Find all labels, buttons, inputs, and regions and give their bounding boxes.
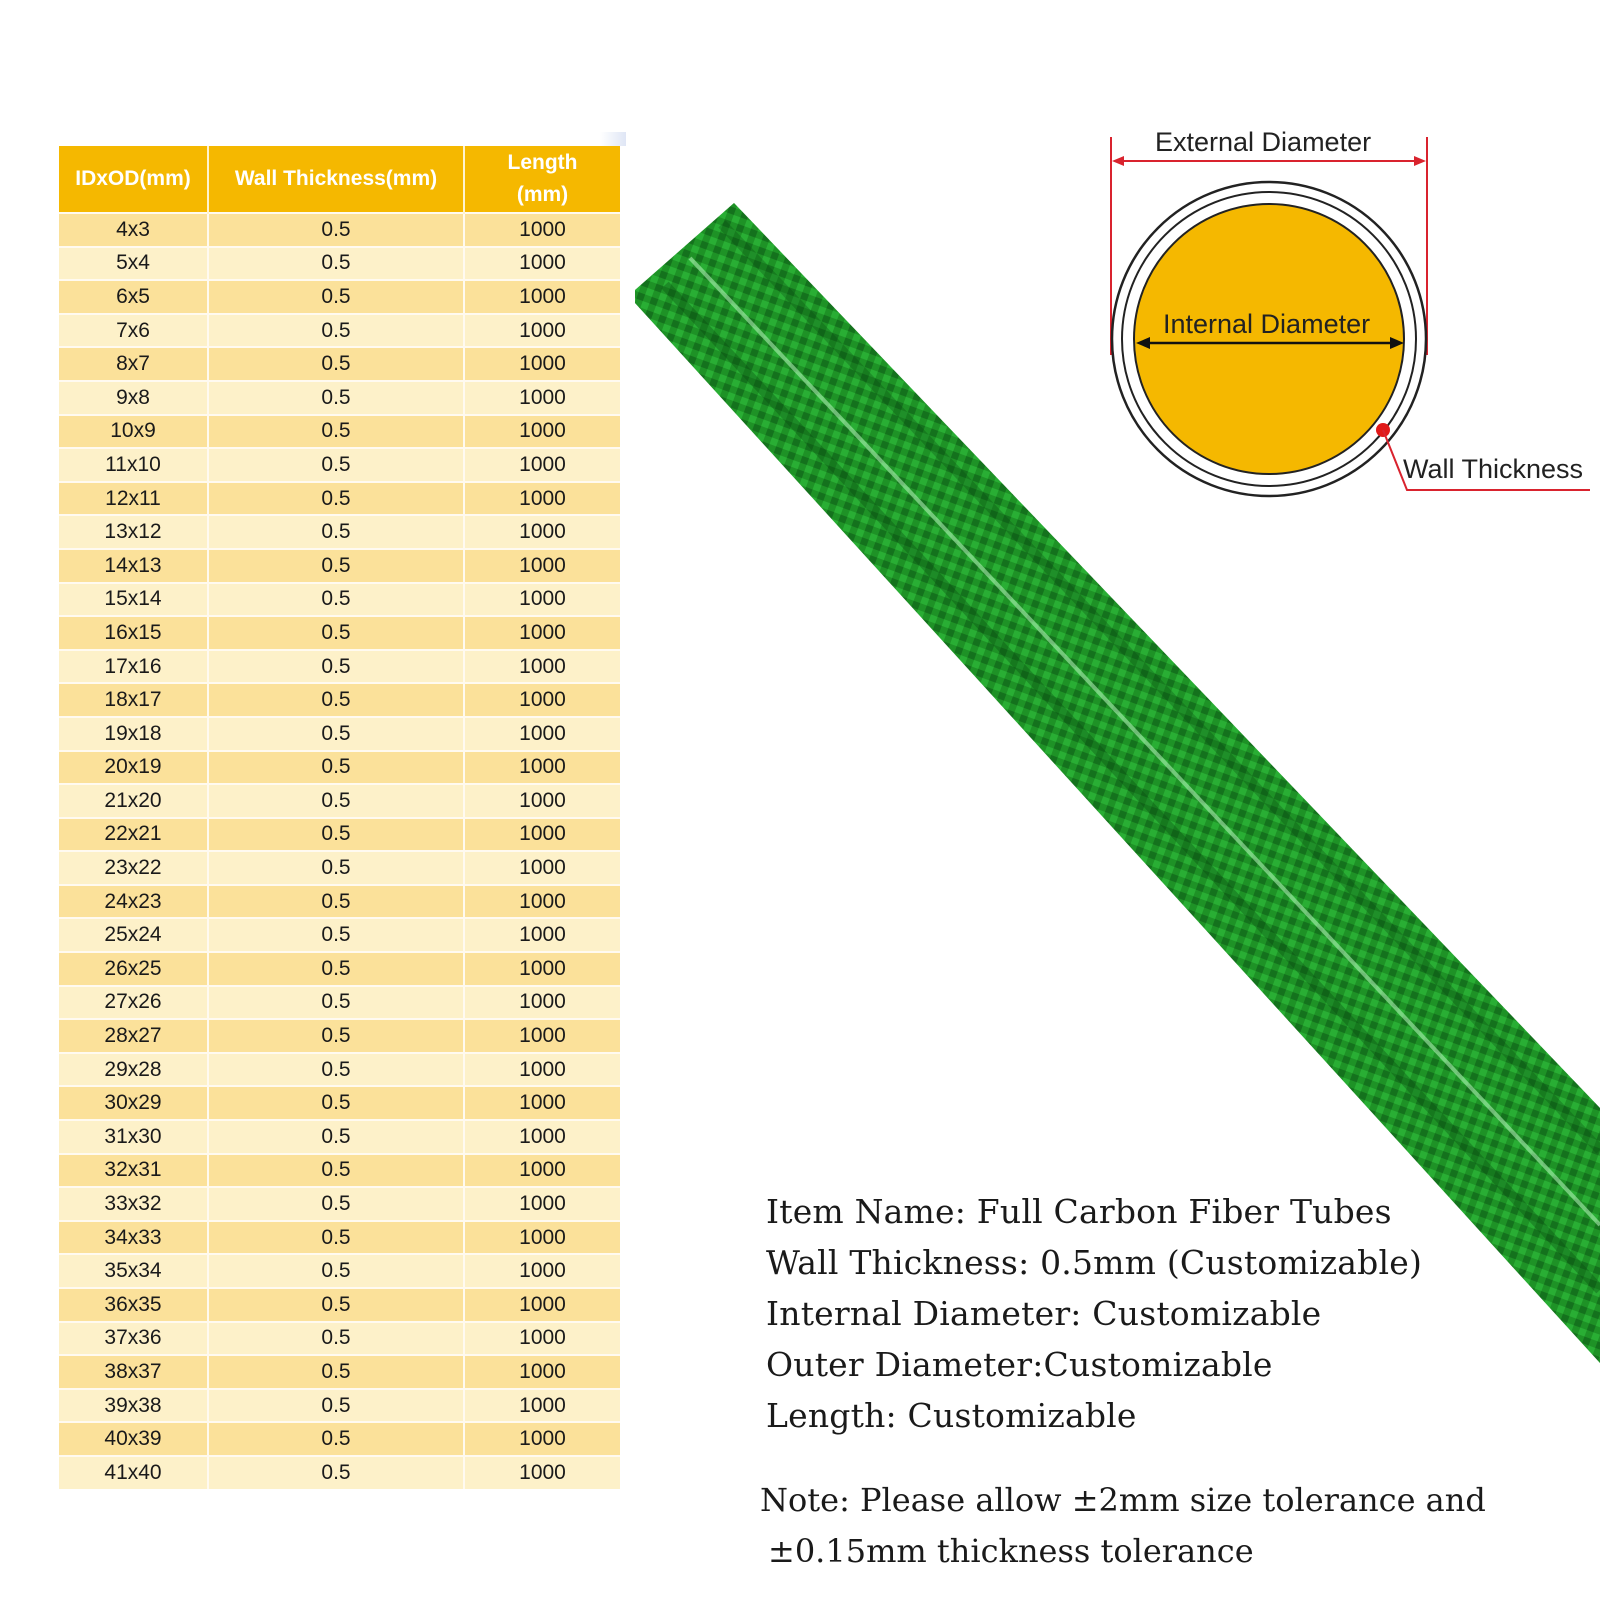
cell-length: 1000: [464, 1322, 620, 1356]
cell-length: 1000: [464, 1120, 620, 1154]
cell-wall-thickness: 0.5: [208, 784, 464, 818]
cell-length: 1000: [464, 1288, 620, 1322]
cell-length: 1000: [464, 549, 620, 583]
cell-length: 1000: [464, 616, 620, 650]
cell-wall-thickness: 0.5: [208, 650, 464, 684]
cell-id-od: 12x11: [59, 482, 208, 516]
note-line-1: Note: Please allow ±2mm size tolerance and: [760, 1481, 1486, 1519]
cell-id-od: 8x7: [59, 347, 208, 381]
cell-length: 1000: [464, 482, 620, 516]
cell-wall-thickness: 0.5: [208, 918, 464, 952]
header-length: Length (mm): [464, 146, 620, 213]
cell-length: 1000: [464, 818, 620, 852]
cell-wall-thickness: 0.5: [208, 717, 464, 751]
cell-id-od: 29x28: [59, 1053, 208, 1087]
cell-length: 1000: [464, 1355, 620, 1389]
cell-length: 1000: [464, 1019, 620, 1053]
cell-id-od: 34x33: [59, 1221, 208, 1255]
cell-wall-thickness: 0.5: [208, 213, 464, 247]
cell-length: 1000: [464, 717, 620, 751]
cell-id-od: 14x13: [59, 549, 208, 583]
cell-id-od: 32x31: [59, 1154, 208, 1188]
cell-wall-thickness: 0.5: [208, 1422, 464, 1456]
cell-id-od: 17x16: [59, 650, 208, 684]
cell-wall-thickness: 0.5: [208, 1288, 464, 1322]
cell-wall-thickness: 0.5: [208, 1254, 464, 1288]
cell-length: 1000: [464, 515, 620, 549]
cell-length: 1000: [464, 314, 620, 348]
cell-length: 1000: [464, 1221, 620, 1255]
cell-id-od: 7x6: [59, 314, 208, 348]
cell-id-od: 26x25: [59, 952, 208, 986]
cell-id-od: 25x24: [59, 918, 208, 952]
cell-id-od: 5x4: [59, 247, 208, 281]
header-id-od: IDxOD(mm): [59, 146, 208, 213]
cell-id-od: 9x8: [59, 381, 208, 415]
cell-wall-thickness: 0.5: [208, 1154, 464, 1188]
cell-wall-thickness: 0.5: [208, 1019, 464, 1053]
cell-length: 1000: [464, 918, 620, 952]
cell-wall-thickness: 0.5: [208, 1120, 464, 1154]
cell-wall-thickness: 0.5: [208, 549, 464, 583]
cell-length: 1000: [464, 952, 620, 986]
cell-length: 1000: [464, 213, 620, 247]
cell-wall-thickness: 0.5: [208, 515, 464, 549]
cell-wall-thickness: 0.5: [208, 415, 464, 449]
cell-wall-thickness: 0.5: [208, 1389, 464, 1423]
cell-length: 1000: [464, 650, 620, 684]
cell-length: 1000: [464, 1053, 620, 1087]
arrow-right-icon: [1414, 156, 1426, 166]
cell-wall-thickness: 0.5: [208, 280, 464, 314]
cell-wall-thickness: 0.5: [208, 482, 464, 516]
cell-wall-thickness: 0.5: [208, 1187, 464, 1221]
cell-length: 1000: [464, 784, 620, 818]
cell-length: 1000: [464, 851, 620, 885]
product-info: [766, 1186, 1422, 1441]
info-length: Length: Customizable: [766, 1396, 1137, 1435]
cell-wall-thickness: 0.5: [208, 1456, 464, 1489]
cell-wall-thickness: 0.5: [208, 1086, 464, 1120]
cell-id-od: 10x9: [59, 415, 208, 449]
cell-id-od: 6x5: [59, 280, 208, 314]
cell-id-od: 40x39: [59, 1422, 208, 1456]
arrow-left-icon: [1112, 156, 1124, 166]
cell-length: 1000: [464, 247, 620, 281]
header-wall-thickness: Wall Thickness(mm): [208, 146, 464, 213]
cell-length: 1000: [464, 1187, 620, 1221]
info-item-name: Item Name: Full Carbon Fiber Tubes: [766, 1192, 1392, 1231]
cell-id-od: 13x12: [59, 515, 208, 549]
cell-wall-thickness: 0.5: [208, 1355, 464, 1389]
cell-wall-thickness: 0.5: [208, 247, 464, 281]
cell-wall-thickness: 0.5: [208, 347, 464, 381]
cell-wall-thickness: 0.5: [208, 314, 464, 348]
cell-id-od: 38x37: [59, 1355, 208, 1389]
cell-id-od: 18x17: [59, 683, 208, 717]
cell-length: 1000: [464, 448, 620, 482]
cell-id-od: 21x20: [59, 784, 208, 818]
cell-length: 1000: [464, 1389, 620, 1423]
cell-id-od: 4x3: [59, 213, 208, 247]
cell-wall-thickness: 0.5: [208, 683, 464, 717]
cell-length: 1000: [464, 347, 620, 381]
cell-id-od: 27x26: [59, 986, 208, 1020]
wall-thickness-label: Wall Thickness: [1403, 454, 1584, 484]
cell-length: 1000: [464, 751, 620, 785]
info-wall-thickness: Wall Thickness: 0.5mm (Customizable): [766, 1243, 1423, 1282]
external-diameter-label: External Diameter: [1155, 127, 1372, 157]
cell-id-od: 16x15: [59, 616, 208, 650]
cell-wall-thickness: 0.5: [208, 885, 464, 919]
cell-length: 1000: [464, 1086, 620, 1120]
cell-length: 1000: [464, 1254, 620, 1288]
cell-wall-thickness: 0.5: [208, 1322, 464, 1356]
cell-id-od: 30x29: [59, 1086, 208, 1120]
cell-wall-thickness: 0.5: [208, 381, 464, 415]
cell-id-od: 19x18: [59, 717, 208, 751]
cell-wall-thickness: 0.5: [208, 818, 464, 852]
cell-wall-thickness: 0.5: [208, 448, 464, 482]
cell-id-od: 33x32: [59, 1187, 208, 1221]
cell-length: 1000: [464, 280, 620, 314]
cell-length: 1000: [464, 683, 620, 717]
note-line-2: ±0.15mm thickness tolerance: [768, 1532, 1254, 1570]
cell-wall-thickness: 0.5: [208, 1053, 464, 1087]
cell-wall-thickness: 0.5: [208, 616, 464, 650]
internal-diameter-label: Internal Diameter: [1163, 309, 1371, 339]
cell-length: 1000: [464, 885, 620, 919]
cell-length: 1000: [464, 381, 620, 415]
info-internal-diameter: Internal Diameter: Customizable: [766, 1294, 1322, 1333]
cell-wall-thickness: 0.5: [208, 952, 464, 986]
cell-id-od: 31x30: [59, 1120, 208, 1154]
cell-wall-thickness: 0.5: [208, 583, 464, 617]
cell-wall-thickness: 0.5: [208, 751, 464, 785]
cell-id-od: 22x21: [59, 818, 208, 852]
info-outer-diameter: Outer Diameter:Customizable: [766, 1345, 1273, 1384]
cell-id-od: 11x10: [59, 448, 208, 482]
cell-id-od: 23x22: [59, 851, 208, 885]
cell-id-od: 24x23: [59, 885, 208, 919]
cell-length: 1000: [464, 1422, 620, 1456]
cell-length: 1000: [464, 583, 620, 617]
cell-id-od: 28x27: [59, 1019, 208, 1053]
tolerance-note: [760, 1475, 1486, 1577]
cell-id-od: 41x40: [59, 1456, 208, 1489]
cell-length: 1000: [464, 1456, 620, 1489]
cell-length: 1000: [464, 1154, 620, 1188]
cell-wall-thickness: 0.5: [208, 851, 464, 885]
cell-id-od: 36x35: [59, 1288, 208, 1322]
cell-length: 1000: [464, 415, 620, 449]
cell-wall-thickness: 0.5: [208, 986, 464, 1020]
cell-wall-thickness: 0.5: [208, 1221, 464, 1255]
cell-id-od: 35x34: [59, 1254, 208, 1288]
cell-id-od: 15x14: [59, 583, 208, 617]
cell-id-od: 20x19: [59, 751, 208, 785]
cell-id-od: 39x38: [59, 1389, 208, 1423]
cell-length: 1000: [464, 986, 620, 1020]
cell-id-od: 37x36: [59, 1322, 208, 1356]
